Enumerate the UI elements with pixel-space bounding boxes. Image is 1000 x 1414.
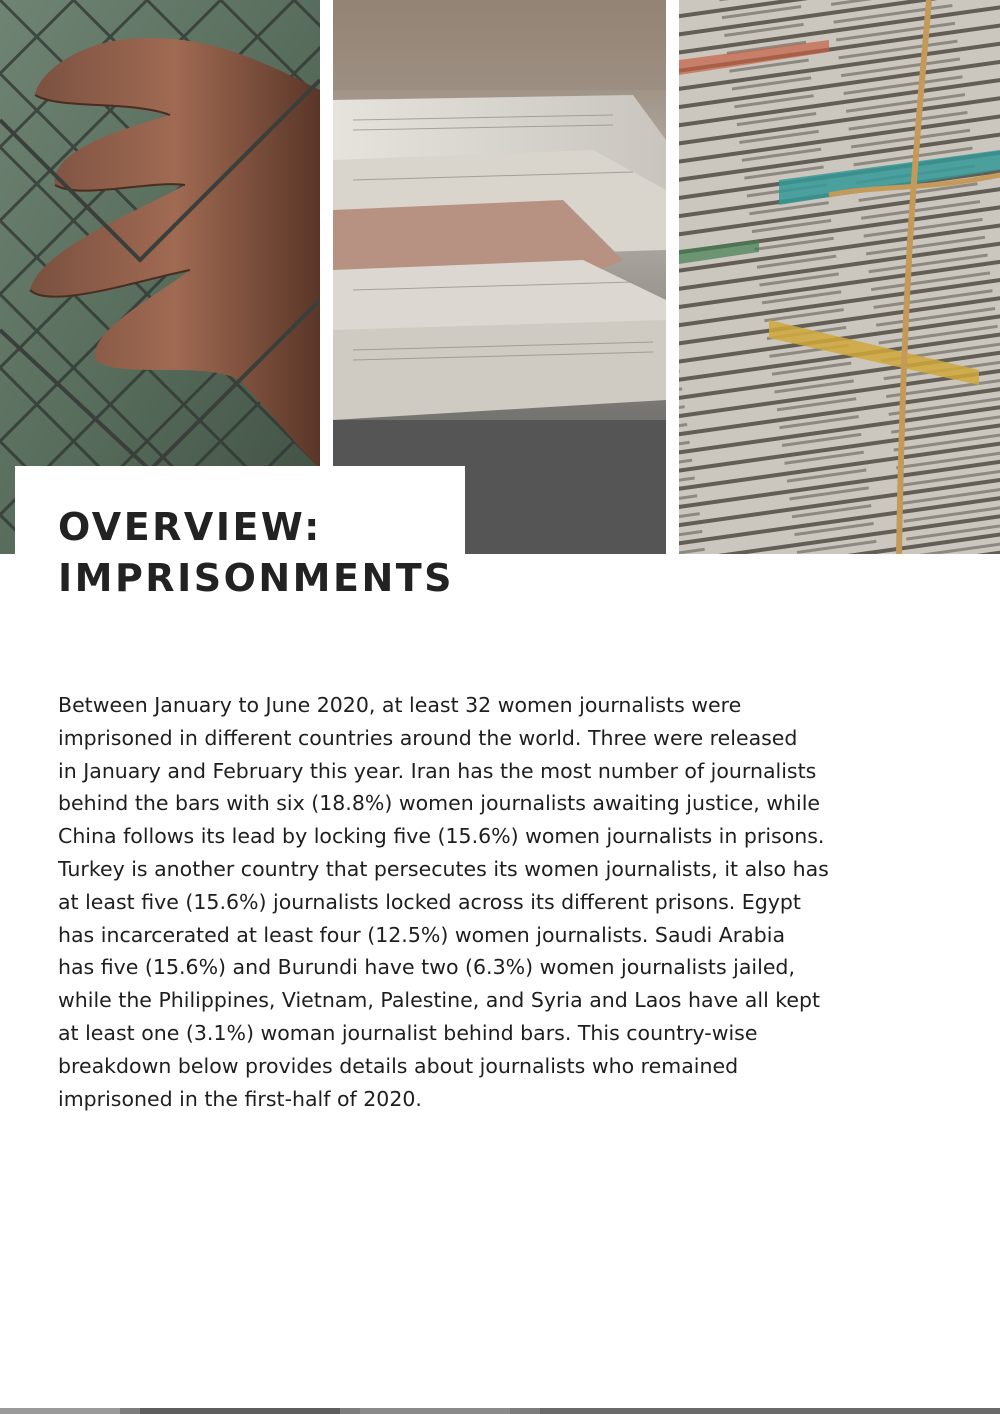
paragraph-line: imprisoned in different countries around the world. Three were released bbox=[58, 725, 798, 750]
paragraph-line: has incarcerated at least four (12.5%) women journalists. Saudi Arabia bbox=[58, 922, 786, 947]
paragraph-line: in January and February this year. Iran has the most number of journalists bbox=[58, 758, 817, 783]
paragraph-line: while the Philippines, Vietnam, Palestine, and Syria and Laos have all kept bbox=[58, 988, 821, 1013]
newspaper-stack-photo bbox=[679, 0, 1000, 554]
paragraph-line: at least one (3.1%) woman journalist behind bars. This country-wise bbox=[58, 1020, 758, 1045]
paragraph-line: Turkey is another country that persecutes its women journalists, it also has bbox=[58, 856, 829, 881]
page-title bbox=[58, 502, 454, 604]
paragraph-line: at least five (15.6%) journalists locked across its different prisons. Egypt bbox=[58, 889, 801, 914]
paragraph-line: China follows its lead by locking five (15.6%) women journalists in prisons. bbox=[58, 824, 825, 849]
bottom-photo-strip bbox=[0, 1408, 1000, 1414]
newspaper-stack-image bbox=[679, 0, 1000, 554]
page-title-line-1: OVERVIEW: bbox=[58, 505, 322, 549]
bottom-strip-image bbox=[0, 1408, 1000, 1414]
paragraph-line: Between January to June 2020, at least 32 women journalists were bbox=[58, 693, 742, 717]
page-title-line-2: IMPRISONMENTS bbox=[58, 556, 455, 600]
paragraph-line: has five (15.6%) and Burundi have two (6.3%) women journalists jailed, bbox=[58, 955, 795, 980]
paragraph-line: breakdown below provides details about journalists who remained bbox=[58, 1053, 739, 1078]
paragraph-line: behind the bars with six (18.8%) women journalists awaiting justice, while bbox=[58, 791, 821, 816]
paragraph-line: imprisoned in the first-half of 2020. bbox=[58, 1086, 422, 1111]
overview-paragraph bbox=[58, 689, 858, 1115]
